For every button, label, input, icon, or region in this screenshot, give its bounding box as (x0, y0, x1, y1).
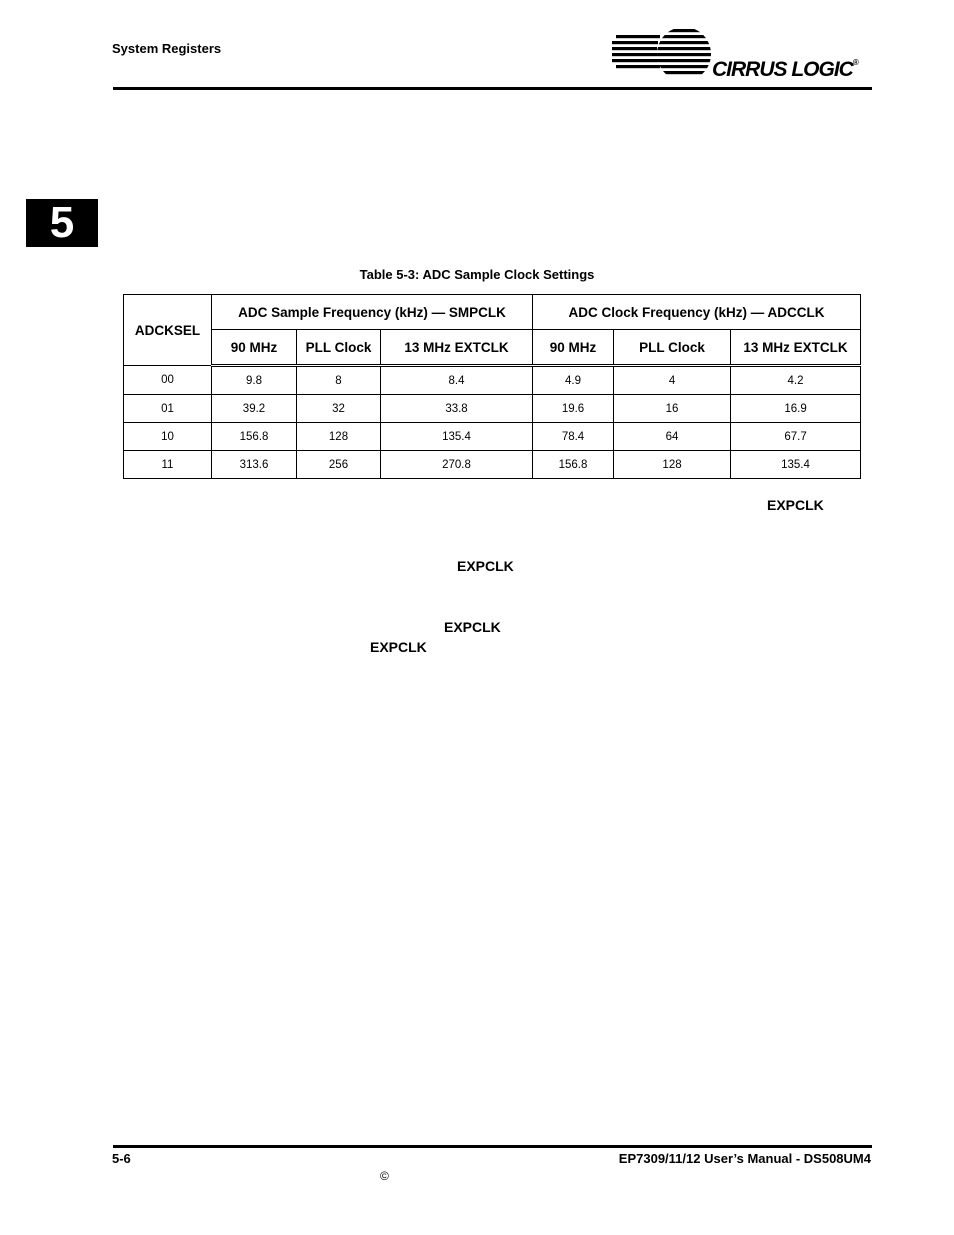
table-cell: 256 (297, 451, 381, 479)
section-label: System Registers (112, 41, 222, 56)
table-cell: 4.2 (731, 366, 861, 395)
copyright-symbol: © (380, 1169, 389, 1183)
chapter-tab: 5 (26, 199, 98, 247)
table-cell: 33.8 (381, 395, 533, 423)
table-cell: 64 (614, 423, 731, 451)
table-cell: 39.2 (212, 395, 297, 423)
table-cell: 8.4 (381, 366, 533, 395)
table-row (124, 423, 861, 451)
adc-clock-table (123, 294, 861, 479)
column-header: 13 MHz EXTCLK (731, 330, 861, 366)
footer-rule (113, 1145, 872, 1148)
expclk-label: EXPCLK (767, 497, 824, 513)
table-cell: 270.8 (381, 451, 533, 479)
table-cell: 01 (124, 395, 212, 423)
table-cell: 128 (614, 451, 731, 479)
table-cell: 00 (124, 366, 212, 395)
table-cell: 128 (297, 423, 381, 451)
table-cell: 4 (614, 366, 731, 395)
expclk-label: EXPCLK (457, 558, 514, 574)
cirrus-logic-logo (612, 26, 874, 86)
manual-title: EP7309/11/12 User’s Manual - DS508UM4 (618, 1151, 871, 1166)
table-cell: 313.6 (212, 451, 297, 479)
header-rule (113, 87, 872, 90)
logo-stripes-icon (612, 26, 722, 82)
table-cell: 19.6 (533, 395, 614, 423)
expclk-label: EXPCLK (444, 619, 501, 635)
table-cell: 135.4 (381, 423, 533, 451)
expclk-label: EXPCLK (370, 639, 427, 655)
table-cell: 11 (124, 451, 212, 479)
table-caption: Table 5-3: ADC Sample Clock Settings (359, 267, 595, 282)
table-cell: 156.8 (533, 451, 614, 479)
table-row (124, 366, 861, 395)
table-cell: 135.4 (731, 451, 861, 479)
table-row (124, 395, 861, 423)
adcksel-header: ADCKSEL (124, 295, 212, 366)
column-header: 13 MHz EXTCLK (381, 330, 533, 366)
table-cell: 156.8 (212, 423, 297, 451)
table-cell: 32 (297, 395, 381, 423)
page-number: 5-6 (112, 1151, 131, 1166)
table-cell: 67.7 (731, 423, 861, 451)
table-cell: 8 (297, 366, 381, 395)
table-cell: 9.8 (212, 366, 297, 395)
column-header: 90 MHz (533, 330, 614, 366)
column-header: 90 MHz (212, 330, 297, 366)
table-cell: 78.4 (533, 423, 614, 451)
adcclk-group-header: ADC Clock Frequency (kHz) — ADCCLK (533, 295, 861, 330)
logo-wordmark: CIRRUS LOGIC® (712, 58, 858, 81)
table-cell: 10 (124, 423, 212, 451)
column-header: PLL Clock (614, 330, 731, 366)
table-cell: 16 (614, 395, 731, 423)
table-cell: 16.9 (731, 395, 861, 423)
table-cell: 4.9 (533, 366, 614, 395)
smpclk-group-header: ADC Sample Frequency (kHz) — SMPCLK (212, 295, 533, 330)
column-header: PLL Clock (297, 330, 381, 366)
table-row (124, 451, 861, 479)
